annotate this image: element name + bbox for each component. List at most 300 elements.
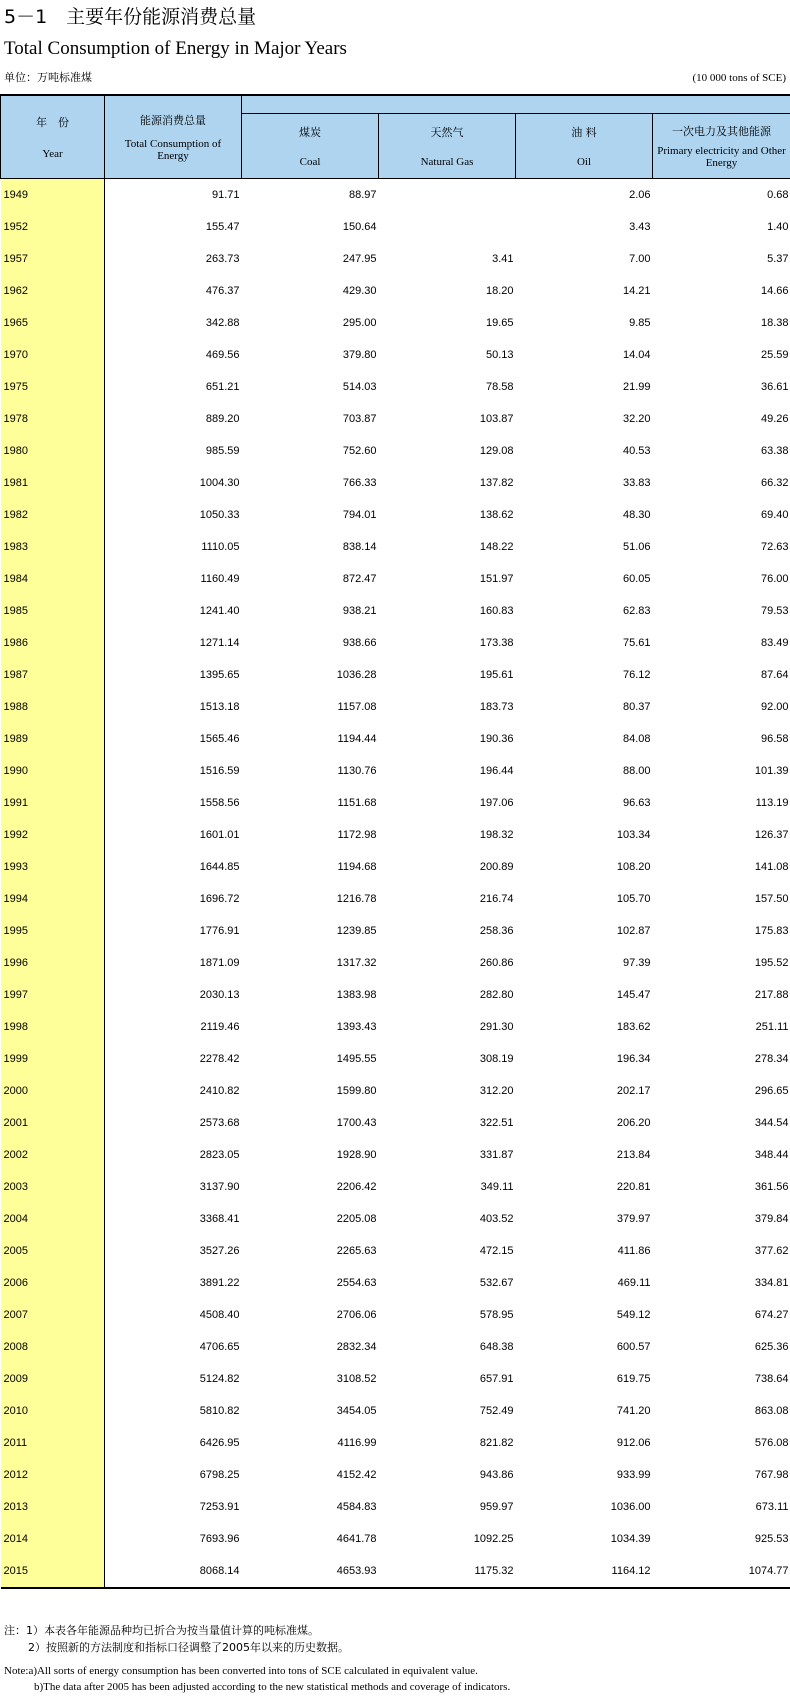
cell-year: 1997 bbox=[1, 979, 105, 1011]
cell-oil: 1036.00 bbox=[610, 1500, 651, 1513]
cell-year: 2004 bbox=[1, 1203, 105, 1235]
cell-gas: 195.61 bbox=[479, 668, 514, 681]
cell-electricity: 334.81 bbox=[754, 1276, 789, 1289]
cell-year: 1988 bbox=[1, 691, 105, 723]
cell-gas: 752.49 bbox=[479, 1404, 514, 1417]
header-year-en: Year bbox=[42, 147, 63, 160]
cell-total: 1513.18 bbox=[199, 700, 240, 713]
energy-consumption-table bbox=[0, 94, 790, 1589]
cell-electricity: 69.40 bbox=[760, 508, 789, 521]
cell-gas: 403.52 bbox=[479, 1212, 514, 1225]
cell-oil: 213.84 bbox=[616, 1148, 651, 1161]
cell-total: 6798.25 bbox=[199, 1468, 240, 1481]
header-oil bbox=[516, 113, 653, 178]
cell-year: 1993 bbox=[1, 851, 105, 883]
unit-label-en: (10 000 tons of SCE) bbox=[692, 72, 786, 84]
table-body bbox=[1, 178, 790, 1588]
cell-oil: 14.21 bbox=[622, 284, 651, 297]
table-row bbox=[1, 1075, 790, 1107]
cell-electricity: 738.64 bbox=[754, 1372, 789, 1385]
table-row bbox=[1, 531, 790, 563]
table-row bbox=[1, 1331, 790, 1363]
header-electricity bbox=[653, 113, 790, 178]
cell-electricity: 863.08 bbox=[754, 1404, 789, 1417]
cell-oil: 379.97 bbox=[616, 1212, 651, 1225]
cell-electricity: 278.34 bbox=[754, 1052, 789, 1065]
table-row bbox=[1, 1267, 790, 1299]
table-row bbox=[1, 243, 790, 275]
cell-total: 155.47 bbox=[205, 220, 240, 233]
cell-oil: 220.81 bbox=[616, 1180, 651, 1193]
cell-gas: 3.41 bbox=[492, 252, 514, 265]
table-row bbox=[1, 595, 790, 627]
cell-coal: 1151.68 bbox=[337, 796, 377, 809]
cell-total: 476.37 bbox=[205, 284, 240, 297]
cell-coal: 1172.98 bbox=[337, 828, 377, 841]
cell-electricity: 126.37 bbox=[754, 828, 789, 841]
cell-oil: 549.12 bbox=[616, 1308, 651, 1321]
cell-total: 342.88 bbox=[205, 316, 240, 329]
cell-total: 2278.42 bbox=[199, 1052, 240, 1065]
cell-year: 1985 bbox=[1, 595, 105, 627]
cell-gas: 308.19 bbox=[479, 1052, 514, 1065]
cell-electricity: 296.65 bbox=[754, 1084, 789, 1097]
table-row bbox=[1, 1171, 790, 1203]
cell-electricity: 1.40 bbox=[767, 220, 789, 233]
cell-oil: 183.62 bbox=[616, 1020, 651, 1033]
cell-oil: 105.70 bbox=[616, 892, 651, 905]
cell-oil: 14.04 bbox=[622, 348, 651, 361]
header-coal-cn: 煤炭 bbox=[299, 125, 321, 139]
cell-oil: 202.17 bbox=[616, 1084, 651, 1097]
cell-oil: 196.34 bbox=[616, 1052, 651, 1065]
table-row bbox=[1, 787, 790, 819]
table-row bbox=[1, 1107, 790, 1139]
cell-year: 1987 bbox=[1, 659, 105, 691]
cell-total: 8068.14 bbox=[105, 1555, 242, 1588]
cell-total: 7693.96 bbox=[199, 1532, 240, 1545]
cell-gas: 50.13 bbox=[485, 348, 514, 361]
cell-coal: 4116.99 bbox=[337, 1436, 377, 1449]
cell-total: 3527.26 bbox=[199, 1244, 240, 1257]
cell-gas: 196.44 bbox=[479, 764, 514, 777]
cell-oil: 469.11 bbox=[617, 1276, 651, 1289]
cell-oil: 1034.39 bbox=[610, 1532, 651, 1545]
cell-gas: 19.65 bbox=[485, 316, 514, 329]
cell-total: 1558.56 bbox=[199, 796, 240, 809]
cell-electricity: 217.88 bbox=[754, 988, 789, 1001]
header-total-cn: 能源消费总量 bbox=[140, 113, 206, 127]
cell-coal: 794.01 bbox=[342, 508, 377, 521]
cell-year: 1957 bbox=[1, 243, 105, 275]
table-row bbox=[1, 1203, 790, 1235]
cell-coal: 2205.08 bbox=[336, 1212, 377, 1225]
cell-gas: 103.87 bbox=[479, 412, 514, 425]
table-row bbox=[1, 211, 790, 243]
cell-electricity: 83.49 bbox=[760, 636, 789, 649]
cell-gas: 173.38 bbox=[479, 636, 514, 649]
cell-electricity: 767.98 bbox=[754, 1468, 789, 1481]
cell-total: 3891.22 bbox=[199, 1276, 240, 1289]
cell-oil: 75.61 bbox=[622, 636, 651, 649]
cell-electricity: 72.63 bbox=[760, 540, 789, 553]
cell-gas: 331.87 bbox=[479, 1148, 514, 1161]
table-row bbox=[1, 1459, 790, 1491]
table-row bbox=[1, 467, 790, 499]
cell-oil: 33.83 bbox=[622, 476, 651, 489]
cell-coal: 4152.42 bbox=[336, 1468, 377, 1481]
cell-year: 1990 bbox=[1, 755, 105, 787]
cell-total: 3137.90 bbox=[199, 1180, 240, 1193]
cell-year: 1986 bbox=[1, 627, 105, 659]
header-oil-en: Oil bbox=[576, 155, 592, 168]
cell-electricity: 96.58 bbox=[760, 732, 789, 745]
cell-coal: 3454.05 bbox=[336, 1404, 377, 1417]
table-row bbox=[1, 178, 790, 211]
cell-oil: 80.37 bbox=[622, 700, 651, 713]
cell-electricity: 925.53 bbox=[754, 1532, 789, 1545]
cell-total: 1696.72 bbox=[199, 892, 240, 905]
cell-oil: 32.20 bbox=[622, 412, 651, 425]
cell-electricity: 5.37 bbox=[767, 252, 789, 265]
cell-year: 1995 bbox=[1, 915, 105, 947]
cell-electricity: 673.11 bbox=[755, 1500, 789, 1513]
note-en-1: Note:a)All sorts of energy consumption has been converted into tons of SCE calculated in equivalent value. bbox=[4, 1665, 478, 1677]
cell-oil: 40.53 bbox=[622, 444, 651, 457]
cell-gas: 137.82 bbox=[479, 476, 514, 489]
cell-oil: 9.85 bbox=[629, 316, 651, 329]
cell-gas: 198.32 bbox=[479, 828, 514, 841]
table-row bbox=[1, 1139, 790, 1171]
cell-gas: 138.62 bbox=[479, 508, 514, 521]
cell-total: 651.21 bbox=[205, 380, 240, 393]
header-total-en: Total Consumption of Energy bbox=[124, 137, 222, 162]
cell-coal: 766.33 bbox=[342, 476, 377, 489]
cell-electricity: 49.26 bbox=[760, 412, 789, 425]
cell-electricity: 251.11 bbox=[755, 1020, 789, 1033]
cell-total: 1395.65 bbox=[199, 668, 240, 681]
cell-oil: 51.06 bbox=[622, 540, 651, 553]
cell-year: 2005 bbox=[1, 1235, 105, 1267]
cell-electricity: 63.38 bbox=[760, 444, 789, 457]
note-en-2: b)The data after 2005 has been adjusted according to the new statistical methods and coverage of indicators. bbox=[34, 1681, 511, 1693]
note-cn-1: 注：1）本表各年能源品种均已折合为按当量值计算的吨标准煤。 bbox=[4, 1624, 319, 1637]
cell-year: 2012 bbox=[1, 1459, 105, 1491]
cell-year: 2009 bbox=[1, 1363, 105, 1395]
cell-electricity: 157.50 bbox=[754, 892, 789, 905]
table-row bbox=[1, 563, 790, 595]
cell-oil: 88.00 bbox=[622, 764, 651, 777]
table-row bbox=[1, 1299, 790, 1331]
cell-electricity: 14.66 bbox=[760, 284, 789, 297]
table-row bbox=[1, 627, 790, 659]
cell-gas: 216.74 bbox=[479, 892, 514, 905]
table-row bbox=[1, 1011, 790, 1043]
cell-electricity: 361.56 bbox=[754, 1180, 789, 1193]
cell-year: 1965 bbox=[1, 307, 105, 339]
cell-electricity: 101.39 bbox=[754, 764, 789, 777]
cell-total: 985.59 bbox=[205, 444, 240, 457]
cell-electricity: 87.64 bbox=[760, 668, 789, 681]
cell-coal: 2832.34 bbox=[336, 1340, 377, 1353]
cell-oil: 96.63 bbox=[622, 796, 651, 809]
cell-year: 2015 bbox=[1, 1555, 105, 1588]
cell-total: 1160.49 bbox=[200, 572, 240, 585]
cell-total: 1871.09 bbox=[199, 956, 240, 969]
cell-coal: 429.30 bbox=[342, 284, 377, 297]
cell-electricity: 141.08 bbox=[754, 860, 789, 873]
header-gas bbox=[379, 113, 516, 178]
cell-oil: 97.39 bbox=[622, 956, 651, 969]
cell-year: 1994 bbox=[1, 883, 105, 915]
table-row bbox=[1, 1235, 790, 1267]
cell-year: 1998 bbox=[1, 1011, 105, 1043]
cell-total: 1601.01 bbox=[199, 828, 240, 841]
cell-total: 469.56 bbox=[205, 348, 240, 361]
cell-year: 1952 bbox=[1, 211, 105, 243]
cell-electricity: 18.38 bbox=[760, 316, 789, 329]
header-coal bbox=[242, 113, 379, 178]
cell-coal: 1495.55 bbox=[336, 1052, 377, 1065]
table-row bbox=[1, 339, 790, 371]
cell-coal: 1317.32 bbox=[336, 956, 377, 969]
cell-total: 5124.82 bbox=[199, 1372, 240, 1385]
cell-coal: 88.97 bbox=[348, 188, 377, 201]
cell-year: 1981 bbox=[1, 467, 105, 499]
cell-oil: 102.87 bbox=[616, 924, 651, 937]
table-row bbox=[1, 851, 790, 883]
cell-gas: 282.80 bbox=[479, 988, 514, 1001]
cell-total: 1271.14 bbox=[199, 636, 240, 649]
cell-gas bbox=[379, 211, 516, 243]
cell-year: 1982 bbox=[1, 499, 105, 531]
cell-coal: 4641.78 bbox=[336, 1532, 377, 1545]
cell-gas: 532.67 bbox=[479, 1276, 514, 1289]
cell-electricity: 0.68 bbox=[767, 188, 789, 201]
cell-coal: 752.60 bbox=[342, 444, 377, 457]
cell-total: 7253.91 bbox=[199, 1500, 240, 1513]
cell-coal: 1599.80 bbox=[336, 1084, 377, 1097]
cell-gas: 648.38 bbox=[479, 1340, 514, 1353]
cell-gas: 78.58 bbox=[485, 380, 514, 393]
cell-gas: 291.30 bbox=[479, 1020, 514, 1033]
cell-total: 91.71 bbox=[211, 188, 240, 201]
cell-electricity: 348.44 bbox=[754, 1148, 789, 1161]
cell-oil: 84.08 bbox=[622, 732, 651, 745]
table-row bbox=[1, 659, 790, 691]
cell-year: 1984 bbox=[1, 563, 105, 595]
cell-coal: 1157.08 bbox=[337, 700, 377, 713]
cell-gas: 472.15 bbox=[479, 1244, 514, 1257]
cell-total: 1050.33 bbox=[199, 508, 240, 521]
cell-year: 2008 bbox=[1, 1331, 105, 1363]
cell-gas: 312.20 bbox=[479, 1084, 514, 1097]
cell-gas: 821.82 bbox=[479, 1436, 514, 1449]
cell-electricity: 66.32 bbox=[760, 476, 789, 489]
table-row bbox=[1, 947, 790, 979]
cell-gas: 578.95 bbox=[479, 1308, 514, 1321]
cell-gas: 1175.32 bbox=[379, 1555, 516, 1588]
cell-total: 1110.05 bbox=[201, 540, 240, 553]
cell-electricity: 79.53 bbox=[760, 604, 789, 617]
table-row bbox=[1, 1491, 790, 1523]
cell-total: 2030.13 bbox=[199, 988, 240, 1001]
table-row bbox=[1, 1363, 790, 1395]
table-row bbox=[1, 1427, 790, 1459]
cell-coal: 1194.68 bbox=[337, 860, 377, 873]
table-row bbox=[1, 979, 790, 1011]
cell-gas: 657.91 bbox=[479, 1372, 514, 1385]
table-row bbox=[1, 1043, 790, 1075]
unit-label-cn: 单位：万吨标准煤 bbox=[4, 71, 92, 84]
cell-coal: 2206.42 bbox=[336, 1180, 377, 1193]
cell-electricity: 175.83 bbox=[754, 924, 789, 937]
table-row bbox=[1, 915, 790, 947]
cell-year: 1989 bbox=[1, 723, 105, 755]
cell-year: 2010 bbox=[1, 1395, 105, 1427]
cell-coal: 1216.78 bbox=[336, 892, 377, 905]
cell-electricity: 76.00 bbox=[760, 572, 789, 585]
cell-gas: 148.22 bbox=[479, 540, 514, 553]
cell-total: 5810.82 bbox=[199, 1404, 240, 1417]
cell-total: 1644.85 bbox=[199, 860, 240, 873]
cell-year: 1980 bbox=[1, 435, 105, 467]
cell-gas: 200.89 bbox=[479, 860, 514, 873]
cell-total: 2823.05 bbox=[199, 1148, 240, 1161]
cell-total: 889.20 bbox=[205, 412, 240, 425]
cell-electricity: 625.36 bbox=[754, 1340, 789, 1353]
cell-gas: 160.83 bbox=[479, 604, 514, 617]
cell-electricity: 113.19 bbox=[755, 796, 789, 809]
cell-oil: 60.05 bbox=[622, 572, 651, 585]
cell-oil: 619.75 bbox=[616, 1372, 651, 1385]
cell-coal: 514.03 bbox=[342, 380, 377, 393]
cell-year: 2003 bbox=[1, 1171, 105, 1203]
cell-coal: 1036.28 bbox=[336, 668, 377, 681]
cell-electricity: 674.27 bbox=[754, 1308, 789, 1321]
cell-year: 1983 bbox=[1, 531, 105, 563]
cell-coal: 1130.76 bbox=[337, 764, 377, 777]
cell-year: 1999 bbox=[1, 1043, 105, 1075]
note-cn-2: 2）按照新的方法制度和指标口径调整了2005年以来的历史数据。 bbox=[28, 1641, 349, 1654]
cell-electricity: 379.84 bbox=[754, 1212, 789, 1225]
table-row bbox=[1, 435, 790, 467]
cell-year: 1975 bbox=[1, 371, 105, 403]
table-row bbox=[1, 755, 790, 787]
table-title-en: Total Consumption of Energy in Major Years bbox=[4, 38, 347, 59]
table-row bbox=[1, 1523, 790, 1555]
table-row bbox=[1, 499, 790, 531]
cell-gas: 129.08 bbox=[479, 444, 514, 457]
cell-year: 2006 bbox=[1, 1267, 105, 1299]
cell-coal: 938.66 bbox=[342, 636, 377, 649]
cell-gas: 260.86 bbox=[479, 956, 514, 969]
cell-year: 2001 bbox=[1, 1107, 105, 1139]
table-row bbox=[1, 691, 790, 723]
cell-total: 1776.91 bbox=[199, 924, 240, 937]
cell-oil: 3.43 bbox=[629, 220, 651, 233]
cell-coal: 872.47 bbox=[342, 572, 377, 585]
cell-oil: 933.99 bbox=[616, 1468, 651, 1481]
table-row bbox=[1, 1395, 790, 1427]
cell-oil: 76.12 bbox=[622, 668, 651, 681]
cell-year: 1962 bbox=[1, 275, 105, 307]
header-spacer bbox=[242, 95, 790, 113]
cell-year: 1991 bbox=[1, 787, 105, 819]
cell-total: 1004.30 bbox=[199, 476, 240, 489]
cell-total: 3368.41 bbox=[199, 1212, 240, 1225]
table-row bbox=[1, 1555, 790, 1588]
cell-oil: 21.99 bbox=[622, 380, 651, 393]
cell-year: 2000 bbox=[1, 1075, 105, 1107]
cell-coal: 2706.06 bbox=[336, 1308, 377, 1321]
cell-electricity: 25.59 bbox=[760, 348, 789, 361]
cell-coal: 1194.44 bbox=[337, 732, 377, 745]
cell-gas: 258.36 bbox=[479, 924, 514, 937]
cell-gas: 190.36 bbox=[479, 732, 514, 745]
cell-coal: 295.00 bbox=[342, 316, 377, 329]
cell-oil: 2.06 bbox=[629, 188, 651, 201]
cell-oil: 411.86 bbox=[617, 1244, 651, 1257]
cell-coal: 703.87 bbox=[342, 412, 377, 425]
cell-year: 1949 bbox=[1, 178, 105, 211]
header-year bbox=[1, 95, 105, 178]
cell-gas: 349.11 bbox=[480, 1180, 514, 1193]
cell-year: 2011 bbox=[1, 1427, 105, 1459]
cell-total: 2410.82 bbox=[199, 1084, 240, 1097]
cell-oil: 7.00 bbox=[629, 252, 651, 265]
cell-coal: 247.95 bbox=[342, 252, 377, 265]
table-row bbox=[1, 307, 790, 339]
cell-coal: 1700.43 bbox=[336, 1116, 377, 1129]
table-row bbox=[1, 275, 790, 307]
cell-total: 2573.68 bbox=[199, 1116, 240, 1129]
table-row bbox=[1, 883, 790, 915]
cell-year: 1970 bbox=[1, 339, 105, 371]
cell-gas: 197.06 bbox=[479, 796, 514, 809]
table-row bbox=[1, 403, 790, 435]
cell-year: 2013 bbox=[1, 1491, 105, 1523]
cell-coal: 2265.63 bbox=[336, 1244, 377, 1257]
cell-coal: 3108.52 bbox=[336, 1372, 377, 1385]
cell-gas: 943.86 bbox=[479, 1468, 514, 1481]
cell-total: 6426.95 bbox=[199, 1436, 240, 1449]
cell-oil: 912.06 bbox=[616, 1436, 651, 1449]
cell-gas: 151.97 bbox=[479, 572, 514, 585]
cell-year: 2002 bbox=[1, 1139, 105, 1171]
cell-electricity: 377.62 bbox=[754, 1244, 789, 1257]
cell-year: 1978 bbox=[1, 403, 105, 435]
cell-oil: 145.47 bbox=[616, 988, 651, 1001]
cell-oil: 62.83 bbox=[622, 604, 651, 617]
cell-gas: 322.51 bbox=[479, 1116, 514, 1129]
cell-gas: 959.97 bbox=[479, 1500, 514, 1513]
cell-coal: 1383.98 bbox=[336, 988, 377, 1001]
cell-total: 2119.46 bbox=[200, 1020, 240, 1033]
cell-coal: 4653.93 bbox=[242, 1555, 379, 1588]
cell-electricity: 1074.77 bbox=[653, 1555, 790, 1588]
header-year-cn: 年 份 bbox=[36, 115, 69, 129]
cell-coal: 1928.90 bbox=[336, 1148, 377, 1161]
cell-oil: 600.57 bbox=[616, 1340, 651, 1353]
cell-total: 1565.46 bbox=[199, 732, 240, 745]
cell-gas bbox=[379, 178, 516, 211]
cell-coal: 1393.43 bbox=[336, 1020, 377, 1033]
header-gas-en: Natural Gas bbox=[420, 155, 474, 168]
cell-gas: 18.20 bbox=[485, 284, 514, 297]
cell-coal: 379.80 bbox=[342, 348, 377, 361]
header-oil-cn: 油 料 bbox=[571, 125, 597, 139]
